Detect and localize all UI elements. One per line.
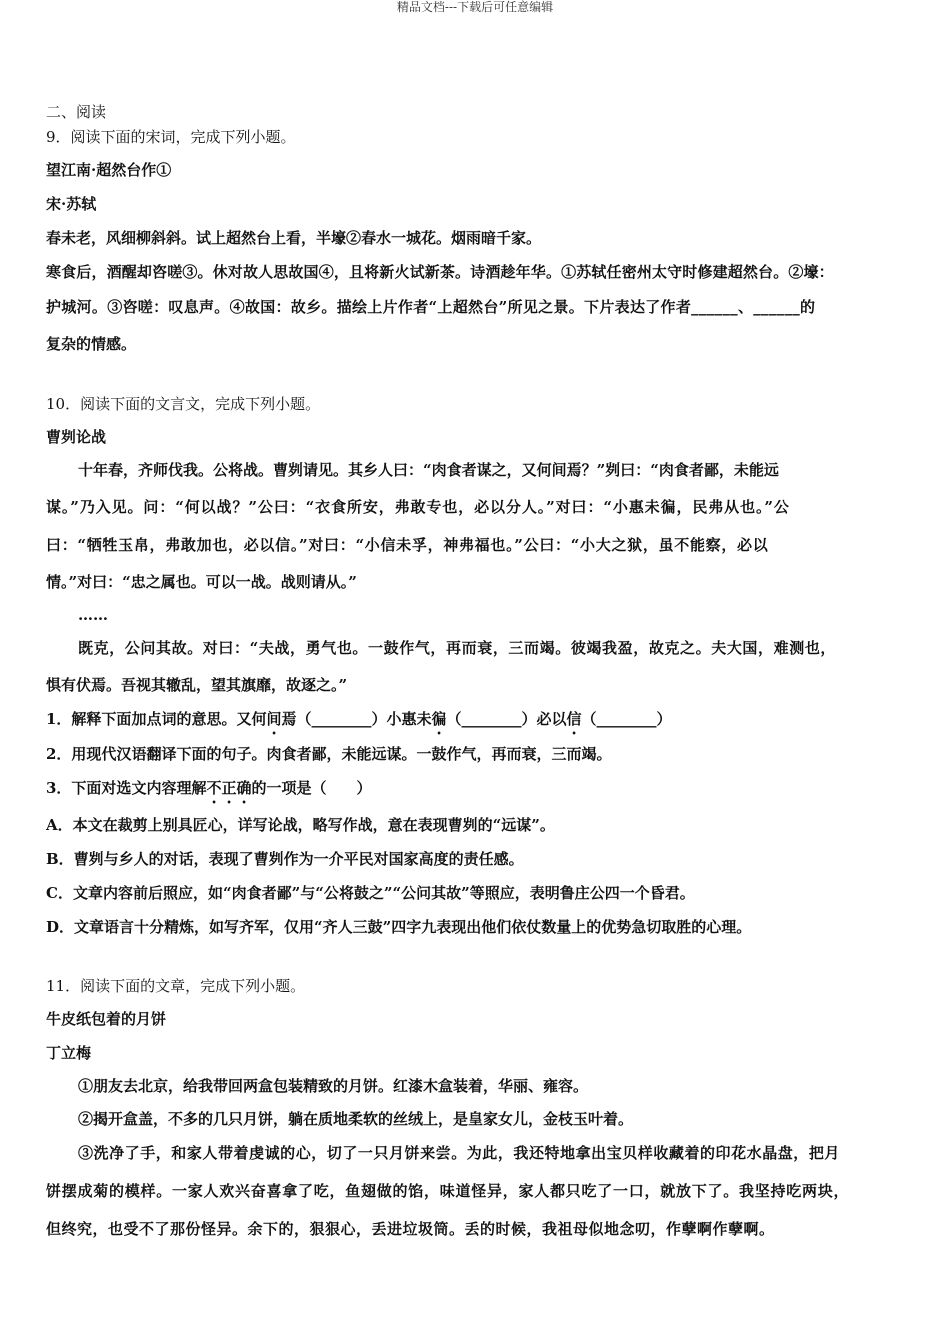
dotted-word: 徧 (431, 710, 447, 728)
q9-poem-title: 望江南·超然台作① (46, 161, 172, 179)
q10-option-d: D．文章语言十分精炼，如写齐军，仅用“齐人三鼓”四字九表现出他们依仗数量上的优势急切取胜的心理。 (46, 918, 752, 936)
q10-prompt: 10．阅读下面的文言文，完成下列小题。 (46, 395, 321, 413)
q10-option-b: B．曹刿与乡人的对话，表现了曹刿作为一介平民对国家高度的责任感。 (46, 850, 524, 868)
q10-title: 曹刿论战 (46, 428, 107, 446)
q9-poem-line: 寒食后，酒醒却咨嗟③。休对故人思故国④，且将新火试新茶。诗酒趁年华。①苏轼任密州太守时修建超然台。②壕： (46, 263, 834, 281)
q11-paragraph: ①朋友去北京，给我带回两盒包装精致的月饼。红漆木盒装着，华丽、雍容。 (78, 1077, 589, 1095)
q11-paragraph: ②揭开盒盖，不多的几只月饼，躺在质地柔软的丝绒上，是皇家女儿，金枝玉叶着。 (78, 1110, 634, 1128)
q10-text-line: 曰：“牺牲玉帛，弗敢加也，必以信。”对曰：“小信未孚，神弗福也。”公曰：“小大之狱，虽不能察，必以 (46, 536, 769, 554)
q9-notes-line: 护城河。③咨嗟：叹息声。④故国：故乡。描绘上片作者“上超然台”所见之景。下片表达了作者______、______的 (46, 298, 816, 316)
q10-subquestion-2: 2．用现代汉语翻译下面的句子。肉食者鄙，未能远谋。一鼓作气，再而衰，三而竭。 (46, 745, 612, 763)
q10-option-c: C．文章内容前后照应，如“肉食者鄙”与“公将鼓之”“公问其故”等照应，表明鲁庄公四一个昏君。 (46, 884, 695, 902)
section-title: 二、阅读 (46, 103, 107, 121)
q11-paragraph: ③洗净了手，和家人带着虔诚的心，切了一只月饼来尝。为此，我还特地拿出宝贝样收藏着的印花水晶盘，把月 (78, 1144, 840, 1162)
q11-author: 丁立梅 (46, 1044, 92, 1062)
q11-prompt: 11．阅读下面的文章，完成下列小题。 (46, 977, 306, 995)
dotted-word: 信 (566, 710, 582, 728)
q10-option-a: A．本文在裁剪上别具匠心，详写论战，略写作战，意在表现曹刿的“远谋”。 (46, 816, 555, 834)
q9-notes-line: 复杂的情感。 (46, 335, 137, 353)
q9-prompt: 9．阅读下面的宋词，完成下列小题。 (46, 128, 296, 146)
q10-text-line: 谋。”乃入见。问：“何以战？”公曰：“衣食所安，弗敢专也，必以分人。”对曰：“小惠未徧，民弗从也。”公 (46, 498, 790, 516)
q10-text-line: 情。”对曰：“忠之属也。可以一战。战则请从。” (46, 573, 357, 591)
q10-text-line: 既克，公问其故。对曰：“夫战，勇气也。一鼓作气，再而衰，三而竭。彼竭我盈，故克之。夫大国，难测也， (78, 639, 837, 657)
q10-subquestion-3: 3．下面对选文内容理解不正确的一项是（ ） (46, 779, 372, 797)
dotted-word: 间 (266, 710, 282, 728)
q9-author: 宋·苏轼 (46, 195, 97, 213)
q10-subquestion-1: 1．解释下面加点词的意思。又何间焉（________）小惠未徧（________）必以信（________） (46, 710, 672, 728)
q9-poem-line: 春未老，风细柳斜斜。试上超然台上看，半壕②春水一城花。烟雨暗千家。 (46, 229, 542, 247)
q11-title: 牛皮纸包着的月饼 (46, 1010, 167, 1028)
q11-paragraph-line: 饼摆成菊的模样。一家人欢兴奋喜拿了吃，鱼翅做的馅，味道怪异，家人都只吃了一口，就放下了。我坚持吃两块， (46, 1182, 850, 1200)
dotted-word: 不正确 (206, 779, 252, 797)
q10-text-line: 惧有伏焉。吾视其辙乱，望其旗靡，故逐之。” (46, 676, 348, 694)
page-header: 精品文档---下载后可任意编辑 (396, 0, 554, 14)
q10-text-line: 十年春，齐师伐我。公将战。曹刿请见。其乡人曰：“肉食者谋之，又何间焉？”刿曰：“肉食者鄙，未能远 (78, 461, 779, 479)
q10-ellipsis: …… (78, 606, 108, 624)
q11-paragraph-line: 但终究，也受不了那份怪异。余下的，狠狠心，丢进垃圾筒。丢的时候，我祖母似地念叨，作孽啊作孽啊。 (46, 1220, 775, 1238)
